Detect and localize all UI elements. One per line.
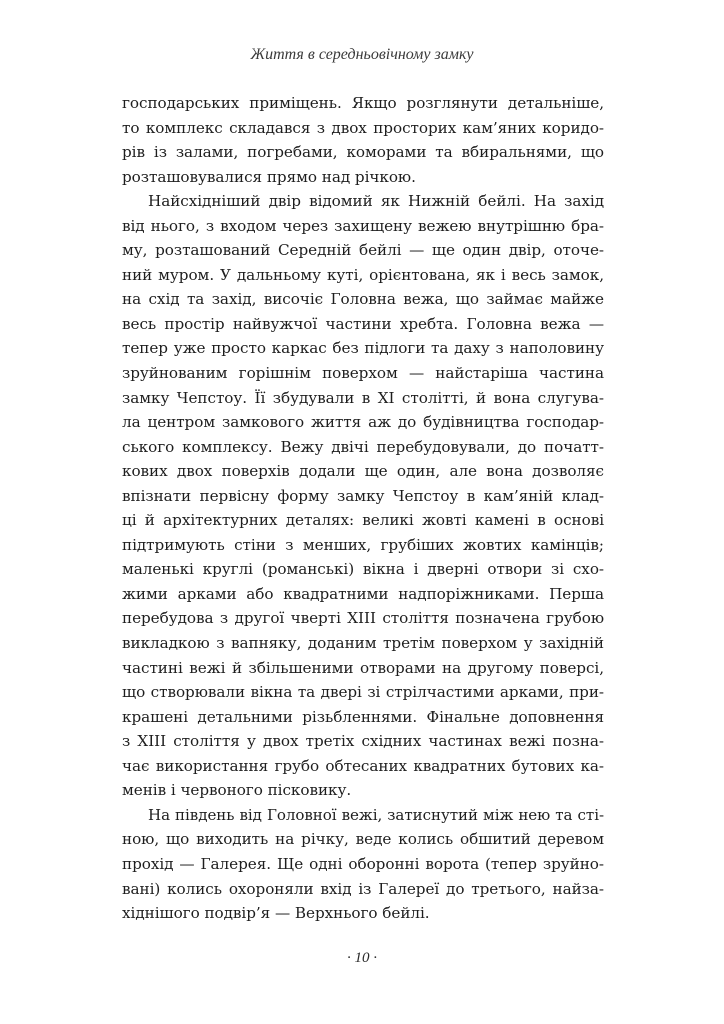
text-line: му, розташований Середній бейлі — ще один двір, оточе- (122, 241, 604, 260)
text-line: тепер уже просто каркас без підлоги та даху з наполовину (122, 339, 604, 358)
text-line: перебудова з другої чверті XIII століття позначена грубою (122, 609, 604, 628)
text-line: з XIII століття у двох третіх східних частинах вежі позна- (122, 732, 604, 751)
paragraph (122, 189, 604, 803)
text-line: господарських приміщень. Якщо розглянути детальніше, (122, 94, 604, 112)
text-line: Найсхідніший двір відомий як Нижній бейлі. На захід (148, 192, 604, 211)
text-line: ла центром замкового життя аж до будівництва господар- (122, 413, 604, 432)
text-line: то комплекс складався з двох просторих кам’яних коридо- (122, 118, 604, 137)
text-line: маленькі круглі (романські) вікна і дверні отвори зі схо- (122, 560, 604, 579)
text-line: кових двох поверхів додали ще один, але вона дозволяє (122, 462, 604, 481)
text-line: ний муром. У дальньому куті, орієнтована, як і весь замок, (122, 265, 604, 284)
body-text (122, 91, 604, 926)
running-head-title: Життя в середньовічному замку (250, 46, 474, 63)
paragraph (122, 91, 604, 189)
text-line: менів і червоного пісковику. (122, 781, 352, 800)
text-line: зруйнованим горішнім поверхом — найстаріша частина (122, 364, 604, 383)
text-line: викладкою з вапняку, доданим третім поверхом у західній (122, 634, 604, 653)
page-number: · 10 · (347, 950, 377, 966)
paragraph (122, 803, 604, 926)
text-line: розташовувалися прямо над річкою. (122, 167, 416, 186)
text-line: підтримують стіни з менших, грубіших жовтих камінців; (122, 535, 604, 554)
text-line: ною, що виходить на річку, веде колись обшитий деревом (122, 830, 604, 849)
text-line: що створювали вікна та двері зі стрілчастими арками, при- (122, 683, 604, 702)
text-line: прохід — Галерея. Ще одні оборонні ворота (тепер зруйно- (122, 854, 604, 873)
text-line: рів із залами, погребами, коморами та вбиральнями, що (122, 143, 604, 162)
text-line: ського комплексу. Вежу двічі перебудовували, до початт- (122, 437, 604, 456)
text-line: На південь від Головної вежі, затиснутий між нею та сті- (148, 805, 604, 824)
text-line: вані) колись охороняли вхід із Галереї до третього, найза- (122, 879, 604, 898)
text-line: хіднішого подвір’я — Верхнього бейлі. (122, 904, 430, 923)
text-line: від нього, з входом через захищену вежею внутрішню бра- (122, 216, 604, 235)
text-line: ці й архітектурних деталях: великі жовті камені в основі (122, 511, 604, 530)
text-line: впізнати первісну форму замку Чепстоу в кам’яній клад- (122, 486, 604, 505)
text-line: частині вежі й збільшеними отворами на другому поверсі, (122, 658, 604, 677)
text-line: крашені детальними різьбленнями. Фінальне доповнення (122, 707, 604, 726)
text-line: на схід та захід, височіє Головна вежа, що займає майже (122, 290, 604, 309)
text-line: весь простір найвужчої частини хребта. Головна вежа — (122, 314, 604, 333)
text-line: жими арками або квадратними надпоріжниками. Перша (122, 584, 604, 603)
text-line: замку Чепстоу. Її збудували в XI столітті, й вона слугува- (122, 388, 604, 407)
text-line: чає використання грубо обтесаних квадратних бутових ка- (122, 756, 604, 775)
